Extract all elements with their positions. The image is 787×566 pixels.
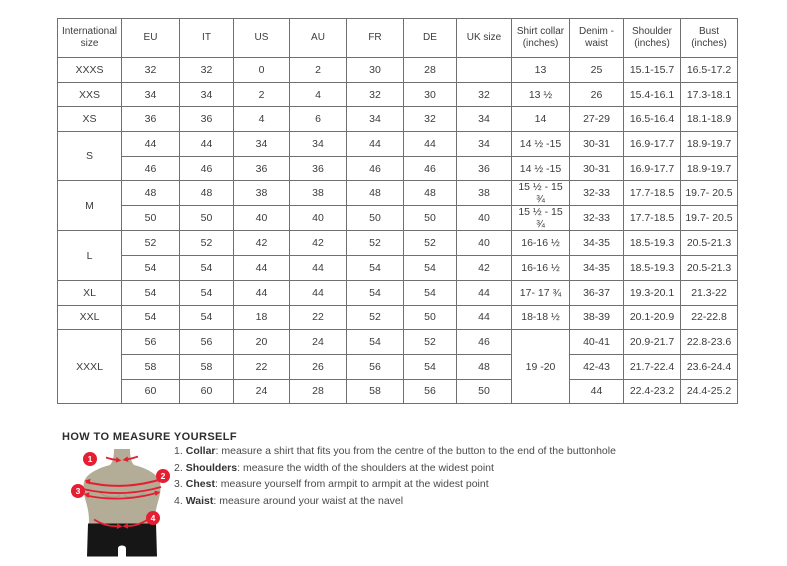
table-cell: 50 xyxy=(122,206,180,231)
table-cell: 32 xyxy=(457,82,512,107)
header-cell: International size xyxy=(58,19,122,58)
table-cell: 56 xyxy=(404,379,457,404)
header-cell: Bust (inches) xyxy=(681,19,738,58)
table-cell: 14 ½ -15 xyxy=(512,156,570,181)
table-body xyxy=(58,58,738,404)
table-cell: 30-31 xyxy=(570,132,624,157)
table-cell: 60 xyxy=(122,379,180,404)
badge-2-icon xyxy=(156,469,170,483)
table-cell: 18.1-18.9 xyxy=(681,107,738,132)
table-cell: 22.8-23.6 xyxy=(681,330,738,355)
table-cell: 16-16 ½ xyxy=(512,231,570,256)
table-cell: 34-35 xyxy=(570,256,624,281)
table-cell: 15.1-15.7 xyxy=(624,58,681,83)
table-cell: 34-35 xyxy=(570,231,624,256)
table-cell: 32 xyxy=(404,107,457,132)
measurement-figure xyxy=(70,448,174,561)
table-cell: 44 xyxy=(457,305,512,330)
header-cell: IT xyxy=(180,19,234,58)
table-cell: 40 xyxy=(457,231,512,256)
table-cell: XXXL xyxy=(58,330,122,404)
table-cell: XXS xyxy=(58,82,122,107)
table-cell: 36 xyxy=(234,156,290,181)
table-cell: 54 xyxy=(180,280,234,305)
table-cell: 54 xyxy=(122,256,180,281)
table-cell: 32 xyxy=(122,58,180,83)
header-cell: Shoulder (inches) xyxy=(624,19,681,58)
table-cell: 36 xyxy=(290,156,347,181)
table-cell: 4 xyxy=(290,82,347,107)
table-cell: 46 xyxy=(404,156,457,181)
table-cell: 34 xyxy=(347,107,404,132)
table-cell: 14 ½ -15 xyxy=(512,132,570,157)
table-cell: 24 xyxy=(234,379,290,404)
table-cell: 16.9-17.7 xyxy=(624,132,681,157)
table-cell: 22-22.8 xyxy=(681,305,738,330)
table-cell: 44 xyxy=(234,256,290,281)
table-cell: 18.9-19.7 xyxy=(681,156,738,181)
table-cell: 18 xyxy=(234,305,290,330)
table-cell: M xyxy=(58,181,122,231)
table-row xyxy=(58,206,738,231)
table-cell: 0 xyxy=(234,58,290,83)
table-cell: 32 xyxy=(180,58,234,83)
table-cell: 24 xyxy=(290,330,347,355)
table-cell: 42 xyxy=(457,256,512,281)
header-cell: Denim - waist xyxy=(570,19,624,58)
table-cell: 18.5-19.3 xyxy=(624,231,681,256)
table-cell: 32 xyxy=(347,82,404,107)
table-cell: 34 xyxy=(457,132,512,157)
table-cell: 48 xyxy=(122,181,180,206)
table-cell: 20.1-20.9 xyxy=(624,305,681,330)
table-cell: 48 xyxy=(347,181,404,206)
table-row xyxy=(58,354,738,379)
table-row xyxy=(58,107,738,132)
table-row xyxy=(58,181,738,206)
table-cell: 40 xyxy=(234,206,290,231)
table-cell: 30-31 xyxy=(570,156,624,181)
table-cell: 36 xyxy=(457,156,512,181)
measure-instructions-list xyxy=(174,446,616,512)
header-cell: AU xyxy=(290,19,347,58)
table-cell: 52 xyxy=(122,231,180,256)
table-cell: 28 xyxy=(404,58,457,83)
table-cell: 52 xyxy=(404,231,457,256)
table-cell: 16.9-17.7 xyxy=(624,156,681,181)
table-cell: XS xyxy=(58,107,122,132)
measure-instruction-item: 4. Waist: measure around your waist at the navel xyxy=(174,494,404,507)
table-cell: 22 xyxy=(290,305,347,330)
table-cell: 54 xyxy=(404,256,457,281)
table-row xyxy=(58,82,738,107)
table-cell: XXL xyxy=(58,305,122,330)
table-cell: 40 xyxy=(290,206,347,231)
table-cell: 21.7-22.4 xyxy=(624,354,681,379)
table-cell: 16.5-16.4 xyxy=(624,107,681,132)
table-cell: 16-16 ½ xyxy=(512,256,570,281)
table-cell: 42-43 xyxy=(570,354,624,379)
header-cell: US xyxy=(234,19,290,58)
svg-text:1: 1 xyxy=(87,454,93,464)
table-cell: 54 xyxy=(180,305,234,330)
table-cell: 22 xyxy=(234,354,290,379)
header-cell: DE xyxy=(404,19,457,58)
badge-3-icon xyxy=(71,484,85,498)
table-header-row xyxy=(58,19,738,58)
table-cell: 38-39 xyxy=(570,305,624,330)
table-cell: 20.9-21.7 xyxy=(624,330,681,355)
table-cell: 34 xyxy=(290,132,347,157)
table-cell: 56 xyxy=(347,354,404,379)
table-cell: 52 xyxy=(347,305,404,330)
table-cell: 36-37 xyxy=(570,280,624,305)
table-cell: 54 xyxy=(347,330,404,355)
svg-text:2: 2 xyxy=(160,471,166,481)
badge-4-icon xyxy=(146,511,160,525)
table-cell: 52 xyxy=(404,330,457,355)
header-cell: FR xyxy=(347,19,404,58)
table-row xyxy=(58,19,738,58)
table-cell: 50 xyxy=(404,206,457,231)
badge-1-icon xyxy=(83,452,97,466)
table-cell: 26 xyxy=(290,354,347,379)
table-cell: 50 xyxy=(457,379,512,404)
table-cell: 34 xyxy=(180,82,234,107)
table-cell: 50 xyxy=(404,305,457,330)
table-cell: 48 xyxy=(404,181,457,206)
table-cell: 16.5-17.2 xyxy=(681,58,738,83)
table-cell: 38 xyxy=(457,181,512,206)
size-chart-table xyxy=(57,18,738,404)
table-cell: 2 xyxy=(234,82,290,107)
table-cell: L xyxy=(58,231,122,280)
table-cell: 19.3-20.1 xyxy=(624,280,681,305)
table-cell: 19.7- 20.5 xyxy=(681,181,738,206)
table-cell: 54 xyxy=(122,280,180,305)
table-cell: 52 xyxy=(180,231,234,256)
table-cell: 30 xyxy=(347,58,404,83)
table-cell: 44 xyxy=(180,132,234,157)
table-cell: 44 xyxy=(122,132,180,157)
table-cell: 54 xyxy=(404,280,457,305)
table-cell: 54 xyxy=(347,280,404,305)
table-cell: 54 xyxy=(347,256,404,281)
table-cell: 17.7-18.5 xyxy=(624,181,681,206)
table-cell: 15 ½ - 15 ¾ xyxy=(512,206,570,231)
table-cell: 44 xyxy=(404,132,457,157)
table-cell: 60 xyxy=(180,379,234,404)
table-cell: 20 xyxy=(234,330,290,355)
table-cell: 48 xyxy=(457,354,512,379)
table-cell: 44 xyxy=(234,280,290,305)
table-cell: 17.7-18.5 xyxy=(624,206,681,231)
table-cell: 18-18 ½ xyxy=(512,305,570,330)
svg-text:3: 3 xyxy=(75,486,81,496)
table-cell: 36 xyxy=(122,107,180,132)
measure-section-title: HOW TO MEASURE YOURSELF xyxy=(62,431,238,443)
table-row xyxy=(58,379,738,404)
table-cell xyxy=(457,58,512,83)
table-cell: 42 xyxy=(290,231,347,256)
svg-text:4: 4 xyxy=(150,513,156,523)
table-cell: 20.5-21.3 xyxy=(681,231,738,256)
table-cell: 32-33 xyxy=(570,206,624,231)
shorts-shape xyxy=(87,524,157,557)
table-cell: S xyxy=(58,132,122,181)
table-cell: 13 ½ xyxy=(512,82,570,107)
table-cell: 2 xyxy=(290,58,347,83)
table-row xyxy=(58,156,738,181)
table-cell: 27-29 xyxy=(570,107,624,132)
table-cell: 17- 17 ¾ xyxy=(512,280,570,305)
table-cell: 48 xyxy=(180,181,234,206)
table-row xyxy=(58,231,738,256)
header-cell: UK size xyxy=(457,19,512,58)
table-cell: 15.4-16.1 xyxy=(624,82,681,107)
table-cell: 30 xyxy=(404,82,457,107)
table-cell: 54 xyxy=(180,256,234,281)
table-cell: 22.4-23.2 xyxy=(624,379,681,404)
table-cell: 56 xyxy=(180,330,234,355)
table-cell: 44 xyxy=(290,280,347,305)
table-cell: XXXS xyxy=(58,58,122,83)
table-cell: 19.7- 20.5 xyxy=(681,206,738,231)
table-cell: 38 xyxy=(234,181,290,206)
table-cell: 15 ½ - 15 ¾ xyxy=(512,181,570,206)
table-row xyxy=(58,330,738,355)
table-cell: 40-41 xyxy=(570,330,624,355)
table-cell: 19 -20 xyxy=(512,330,570,404)
table-cell: 40 xyxy=(457,206,512,231)
table-cell: 34 xyxy=(234,132,290,157)
table-cell: 18.9-19.7 xyxy=(681,132,738,157)
header-cell: Shirt collar (inches) xyxy=(512,19,570,58)
table-cell: 4 xyxy=(234,107,290,132)
table-cell: XL xyxy=(58,280,122,305)
table-cell: 14 xyxy=(512,107,570,132)
table-cell: 58 xyxy=(347,379,404,404)
table-cell: 44 xyxy=(457,280,512,305)
table-cell: 56 xyxy=(122,330,180,355)
table-cell: 58 xyxy=(180,354,234,379)
table-cell: 28 xyxy=(290,379,347,404)
table-cell: 54 xyxy=(404,354,457,379)
table-row xyxy=(58,280,738,305)
table-cell: 36 xyxy=(180,107,234,132)
table-cell: 58 xyxy=(122,354,180,379)
table-cell: 46 xyxy=(180,156,234,181)
table-cell: 6 xyxy=(290,107,347,132)
table-cell: 50 xyxy=(180,206,234,231)
table-cell: 44 xyxy=(290,256,347,281)
table-row xyxy=(58,58,738,83)
measure-instruction-item: 2. Shoulders: measure the width of the shoulders at the widest point xyxy=(174,461,494,474)
table-cell: 46 xyxy=(122,156,180,181)
table-cell: 46 xyxy=(457,330,512,355)
table-row xyxy=(58,132,738,157)
table-cell: 23.6-24.4 xyxy=(681,354,738,379)
measure-instruction-item: 3. Chest: measure yourself from armpit to armpit at the widest point xyxy=(174,478,489,491)
table-cell: 44 xyxy=(570,379,624,404)
table-cell: 34 xyxy=(457,107,512,132)
table-cell: 44 xyxy=(347,132,404,157)
table-cell: 26 xyxy=(570,82,624,107)
table-cell: 34 xyxy=(122,82,180,107)
table-cell: 20.5-21.3 xyxy=(681,256,738,281)
table-cell: 32-33 xyxy=(570,181,624,206)
table-cell: 13 xyxy=(512,58,570,83)
table-cell: 18.5-19.3 xyxy=(624,256,681,281)
table-cell: 21.3-22 xyxy=(681,280,738,305)
header-cell: EU xyxy=(122,19,180,58)
table-cell: 24.4-25.2 xyxy=(681,379,738,404)
table-row xyxy=(58,256,738,281)
table-cell: 46 xyxy=(347,156,404,181)
measure-instruction-item: 1. Collar: measure a shirt that fits you from the centre of the button to the end of the buttonhole xyxy=(174,445,616,457)
table-row xyxy=(58,305,738,330)
table-cell: 50 xyxy=(347,206,404,231)
table-cell: 38 xyxy=(290,181,347,206)
table-cell: 42 xyxy=(234,231,290,256)
table-cell: 54 xyxy=(122,305,180,330)
table-cell: 17.3-18.1 xyxy=(681,82,738,107)
table-cell: 25 xyxy=(570,58,624,83)
table-cell: 52 xyxy=(347,231,404,256)
